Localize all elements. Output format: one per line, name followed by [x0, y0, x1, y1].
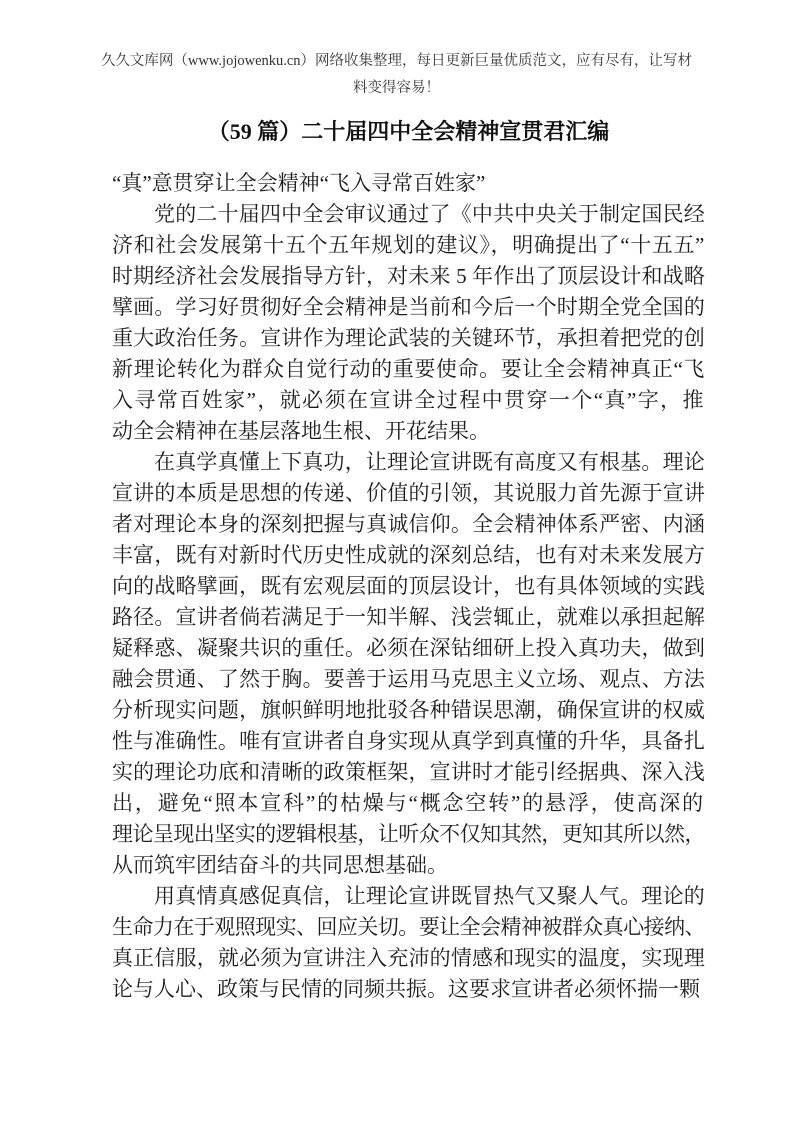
body-line: 向的战略擘画，既有宏观层面的顶层设计，也有具体领域的实践	[112, 574, 705, 598]
document-title: （59 篇）二十届四中全会精神宣贯君汇编	[207, 119, 610, 144]
document-body	[112, 168, 705, 1005]
body-line: 党的二十届四中全会审议通过了《中共中央关于制定国民经	[154, 202, 705, 226]
body-line: 用真情真感促真信，让理论宣讲既冒热气又聚人气。理论的	[154, 884, 705, 908]
body-line: 宣讲的本质是思想的传递、价值的引领，其说服力首先源于宣讲	[112, 481, 705, 505]
body-line: “真”意贯穿让全会精神“飞入寻常百姓家”	[112, 171, 486, 195]
body-line: 生命力在于观照现实、回应关切。要让全会精神被群众真心接纳、	[112, 915, 705, 939]
body-line: 新理论转化为群众自觉行动的重要使命。要让全会精神真正“飞	[112, 357, 705, 381]
body-line: 者对理论本身的深刻把握与真诚信仰。全会精神体系严密、内涵	[112, 512, 705, 536]
body-line: 疑释惑、凝聚共识的重任。必须在深钻细研上投入真功夫，做到	[112, 636, 705, 660]
body-line: 入寻常百姓家”，就必须在宣讲全过程中贯穿一个“真”字，推	[112, 388, 705, 412]
body-line: 在真学真懂上下真功，让理论宣讲既有高度又有根基。理论	[154, 450, 705, 474]
body-line: 路径。宣讲者倘若满足于一知半解、浅尝辄止，就难以承担起解	[112, 605, 705, 629]
body-line: 论与人心、政策与民情的同频共振。这要求宣讲者必须怀揣一颗	[112, 977, 700, 1001]
body-line: 性与准确性。唯有宣讲者自身实现从真学到真懂的升华，具备扎	[112, 729, 705, 753]
body-line: 融会贯通、了然于胸。要善于运用马克思主义立场、观点、方法	[112, 667, 705, 691]
body-line: 济和社会发展第十五个五年规划的建议》，明确提出了“十五五”	[112, 233, 705, 257]
body-line: 丰富，既有对新时代历史性成就的深刻总结，也有对未来发展方	[112, 543, 705, 567]
body-line: 真正信服，就必须为宣讲注入充沛的情感和现实的温度，实现理	[112, 946, 705, 970]
body-line: 出，避免“照本宣科”的枯燥与“概念空转”的悬浮，使高深的	[112, 791, 705, 815]
body-line: 理论呈现出坚实的逻辑根基，让听众不仅知其然，更知其所以然，	[112, 822, 705, 846]
body-line: 重大政治任务。宣讲作为理论武装的关键环节，承担着把党的创	[112, 326, 705, 350]
body-line: 时期经济社会发展指导方针，对未来 5 年作出了顶层设计和战略	[112, 264, 705, 288]
body-line: 实的理论功底和清晰的政策框架，宣讲时才能引经据典、深入浅	[112, 760, 705, 784]
body-line: 擘画。学习好贯彻好全会精神是当前和今后一个时期全党全国的	[112, 295, 705, 319]
body-line: 分析现实问题，旗帜鲜明地批驳各种错误思潮，确保宣讲的权威	[112, 698, 705, 722]
body-line: 从而筑牢团结奋斗的共同思想基础。	[112, 853, 448, 877]
watermark-header: 久久文库网（www.jojowenku.cn）网络收集整理，每日更新巨量优质范文，应有尽有，让写材料变得容易！	[100, 53, 693, 96]
body-line: 动全会精神在基层落地生根、开花结果。	[112, 419, 490, 443]
